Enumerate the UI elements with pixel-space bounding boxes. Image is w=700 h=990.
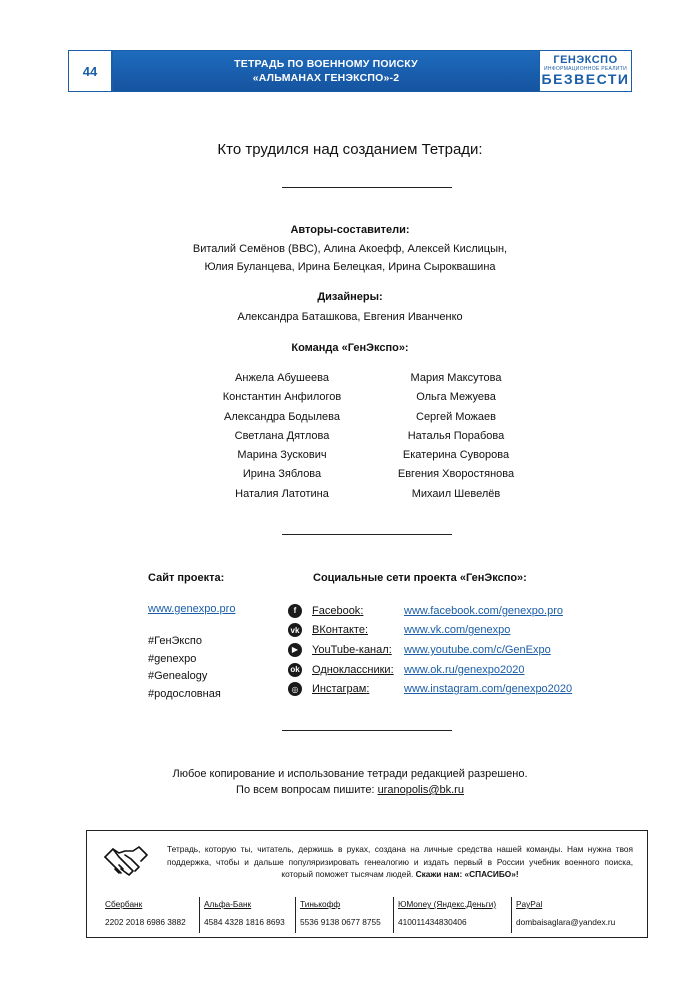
- support-text: [167, 843, 633, 881]
- hashtag: #Genealogy: [148, 670, 208, 682]
- team-member: Ольга Межуева: [416, 391, 496, 404]
- team-member: Сергей Можаев: [416, 410, 496, 423]
- bank-account: 410011434830406: [398, 917, 467, 927]
- divider-3: [282, 730, 452, 731]
- page-title: Кто трудился над созданием Тетради:: [217, 141, 483, 158]
- bank-sberbank: [101, 897, 199, 933]
- header-title-line2: «АЛЬМАНАХ ГЕНЭКСПО»-2: [252, 72, 400, 84]
- team-member: Михаил Шевелёв: [411, 487, 501, 500]
- social-row-odnoklassniki: [288, 660, 572, 680]
- site-link[interactable]: www.genexpo.pro: [148, 603, 236, 615]
- team-member: Александра Бодылева: [223, 410, 340, 423]
- bank-name: ЮMoney (Яндекс.Деньги): [398, 899, 497, 909]
- support-box: [86, 830, 648, 938]
- authors-heading: Авторы-составители:: [290, 224, 410, 236]
- vk-icon: vk: [288, 623, 302, 637]
- youtube-link[interactable]: www.youtube.com/c/GenExpo: [404, 643, 551, 656]
- social-sep: :: [390, 663, 394, 676]
- hashtag: #genexpo: [148, 652, 197, 665]
- facebook-link[interactable]: www.facebook.com/genexpo.pro: [404, 604, 563, 617]
- bank-details: [101, 897, 637, 933]
- designers-names: Александра Баташкова, Евгения Иванченко: [237, 311, 463, 323]
- team-member: Мария Максутова: [410, 372, 502, 384]
- bank-name: Сбербанк: [105, 899, 143, 909]
- odnoklassniki-icon: ok: [288, 663, 302, 677]
- team-member: Екатерина Суворова: [402, 449, 510, 462]
- handshake-icon: [103, 843, 149, 879]
- team-member: Ирина Зяблова: [242, 468, 322, 481]
- copy-permission-text: Любое копирование и использование тетради редакцией разрешено.: [172, 768, 528, 780]
- social-name: Одноклассники: [312, 663, 391, 676]
- social-row-youtube: [288, 640, 572, 660]
- bank-name: Альфа-Банк: [204, 899, 252, 909]
- site-heading: Сайт проекта:: [148, 572, 225, 584]
- bank-name: PayPal: [516, 899, 543, 909]
- header-title-line1: ТЕТРАДЬ ПО ВОЕННОМУ ПОИСКУ: [234, 58, 418, 70]
- authors-line2: Юлия Буланцева, Ирина Белецкая, Ирина Сыроквашина: [204, 261, 496, 273]
- vk-link[interactable]: www.vk.com/genexpo: [404, 624, 511, 637]
- instagram-link[interactable]: www.instagram.com/genexpo2020: [404, 683, 573, 696]
- bank-account: 4584 4328 1816 8693: [204, 917, 285, 927]
- divider-2: [282, 534, 452, 535]
- bank-account: 2202 2018 6986 3882: [105, 917, 186, 927]
- authors-line1: Виталий Семёнов (ВВС), Алина Акоефф, Алексей Кислицын,: [192, 243, 508, 255]
- odnoklassniki-link[interactable]: www.ok.ru/genexpo2020: [404, 663, 525, 676]
- social-name: YouTube-канал: [312, 643, 389, 656]
- bank-paypal: [511, 897, 637, 933]
- social-row-facebook: [288, 601, 572, 621]
- team-member: Константин Анфилогов: [222, 391, 342, 404]
- bank-name: Тинькофф: [300, 899, 341, 909]
- team-list-left: [202, 369, 362, 504]
- social-name: Facebook: [312, 604, 361, 617]
- team-member: Анжела Абушеева: [235, 372, 329, 384]
- hashtag: #ГенЭкспо: [148, 635, 202, 647]
- bank-yoomoney: [393, 897, 511, 933]
- team-member: Светлана Дятлова: [234, 429, 330, 442]
- header-banner: [113, 51, 539, 91]
- divider-1: [282, 187, 452, 188]
- bank-alfa: [199, 897, 295, 933]
- team-heading: Команда «ГенЭкспо»:: [291, 342, 409, 354]
- logo-bottom-text: БЕЗВЕСТИ: [541, 71, 630, 87]
- social-name: Инстаграм: [312, 683, 367, 696]
- hashtag: #родословная: [148, 687, 221, 700]
- support-body: Тетрадь, которую ты, читатель, держишь в руках, создана на личные средства нашей команды. Нам нужна твоя поддержка, чтобы и дальше популяризировать генеалогию и издать первый в России учебник военного поиска, который поможет тысячам людей.: [167, 844, 633, 879]
- page-header: [68, 50, 632, 92]
- bank-account: 5536 9138 0677 8755: [300, 917, 381, 927]
- social-row-instagram: [288, 679, 572, 699]
- hashtag-list: [148, 633, 221, 703]
- team-member: Евгения Хворостянова: [397, 468, 515, 481]
- instagram-icon: ◎: [288, 682, 302, 696]
- team-member: Наталия Латотина: [235, 487, 329, 500]
- team-member: Наталья Порабова: [407, 429, 505, 442]
- social-row-vk: [288, 621, 572, 641]
- genexpo-logo: [539, 51, 631, 91]
- social-name: ВКонтакте: [312, 624, 365, 637]
- page-number: 44: [69, 51, 113, 91]
- bank-tinkoff: [295, 897, 393, 933]
- social-heading: Социальные сети проекта «ГенЭкспо»:: [313, 572, 527, 584]
- facebook-icon: f: [288, 604, 302, 618]
- social-sep: :: [364, 624, 368, 637]
- logo-sub-text: ИНФОРМАЦИОННОЕ РЕАЛИТИ: [544, 66, 627, 72]
- youtube-icon: ▶: [288, 643, 302, 657]
- contact-prefix: По всем вопросам пишите:: [236, 784, 378, 796]
- logo-top-text: ГЕНЭКСПО: [553, 54, 618, 66]
- social-sep: :: [366, 683, 370, 696]
- team-member: Марина Зускович: [237, 449, 327, 462]
- support-thanks: Скажи нам: «СПАСИБО»!: [415, 869, 519, 879]
- team-list-right: [376, 369, 536, 504]
- social-sep: :: [388, 643, 392, 656]
- social-sep: :: [360, 604, 364, 617]
- contact-email-link[interactable]: uranopolis@bk.ru: [377, 784, 464, 796]
- bank-account: dombaisaglara@yandex.ru: [516, 917, 616, 927]
- contact-line: [0, 782, 700, 798]
- social-list: [288, 601, 572, 699]
- designers-heading: Дизайнеры:: [317, 291, 383, 303]
